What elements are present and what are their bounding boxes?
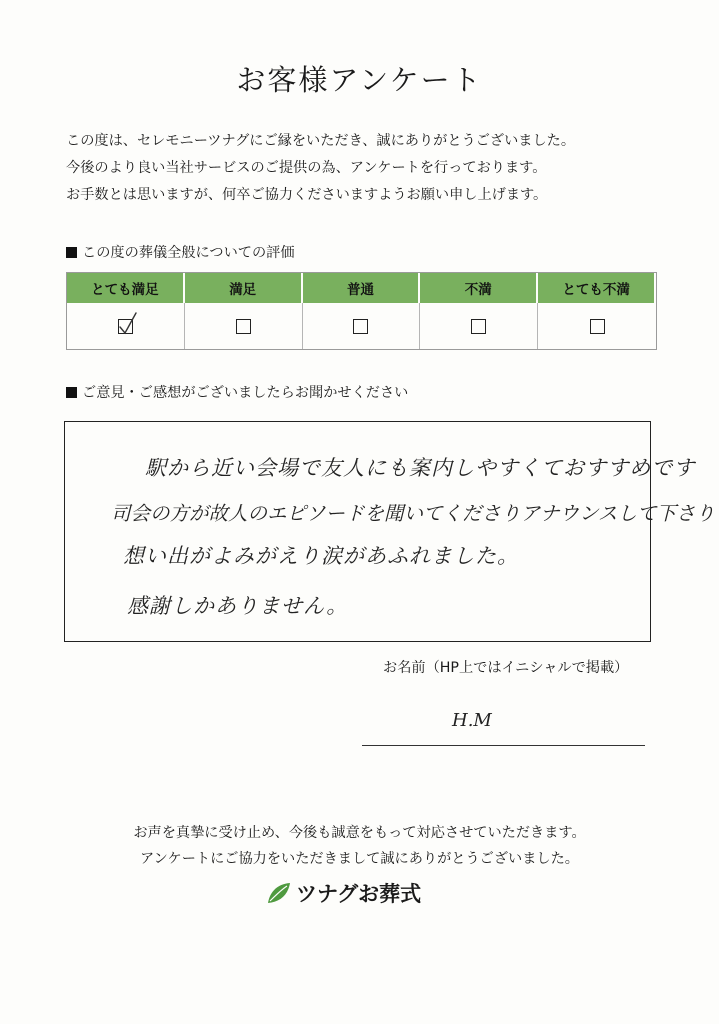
name-value: H.M <box>452 710 492 731</box>
checkbox-satisfied[interactable] <box>236 319 251 334</box>
evaluation-heading-label: この度の葬儀全般についての評価 <box>82 245 295 261</box>
name-underline <box>362 745 645 746</box>
square-bullet-icon <box>66 247 77 258</box>
rating-option-label: 満足 <box>185 273 303 303</box>
checkmark-icon <box>117 310 139 336</box>
logo <box>266 878 421 908</box>
page-title: お客様アンケート <box>236 63 483 97</box>
closing-line: お声を真摯に受け止め、今後も誠意をもって対応させていただきます。 <box>133 825 586 841</box>
rating-option-label: 普通 <box>303 273 421 303</box>
rating-cell-very-satisfied <box>67 303 185 349</box>
comment-box[interactable] <box>64 421 715 642</box>
logo-text: ツナグお葬式 <box>296 881 422 906</box>
intro-line: 今後のより良い当社サービスのご提供の為、アンケートを行っております。 <box>66 160 547 176</box>
comment-line: 想い出がよみがえり涙があふれました。 <box>123 544 519 568</box>
leaf-icon <box>266 881 292 905</box>
rating-table <box>66 272 657 350</box>
rating-option-label: とても満足 <box>67 273 185 303</box>
comment-line: 駅から近い会場で友人にも案内しやすくておすすめです <box>145 456 696 480</box>
comments-heading-label: ご意見・ご感想がございましたらお聞かせください <box>82 385 409 401</box>
name-label: お名前（HP上ではイニシャルで掲載） <box>383 660 629 676</box>
square-bullet-icon <box>66 387 77 398</box>
checkbox-neutral[interactable] <box>353 319 368 334</box>
rating-cell-satisfied <box>185 303 303 349</box>
comments-heading <box>66 382 408 402</box>
comment-line: 感謝しかありません。 <box>127 594 349 618</box>
rating-option-label: 不満 <box>420 273 538 303</box>
intro-line: この度は、セレモニーツナグにご縁をいただき、誠にありがとうございました。 <box>66 133 576 149</box>
checkbox-very-satisfied[interactable] <box>118 319 133 334</box>
rating-cell-dissatisfied <box>420 303 538 349</box>
comment-line: 司会の方が故人のエピソードを聞いてくださりアナウンスして下さり <box>111 502 715 525</box>
rating-cell-neutral <box>303 303 421 349</box>
checkbox-dissatisfied[interactable] <box>471 319 486 334</box>
intro-line: お手数とは思いますが、何卒ご協力くださいますようお願い申し上げます。 <box>66 187 548 203</box>
evaluation-heading <box>66 242 295 262</box>
rating-cell-very-dissatisfied <box>538 303 656 349</box>
checkbox-very-dissatisfied[interactable] <box>590 319 605 334</box>
closing-line: アンケートにご協力をいただきまして誠にありがとうございました。 <box>140 851 579 867</box>
intro-text <box>66 128 666 209</box>
rating-option-label: とても不満 <box>538 273 656 303</box>
